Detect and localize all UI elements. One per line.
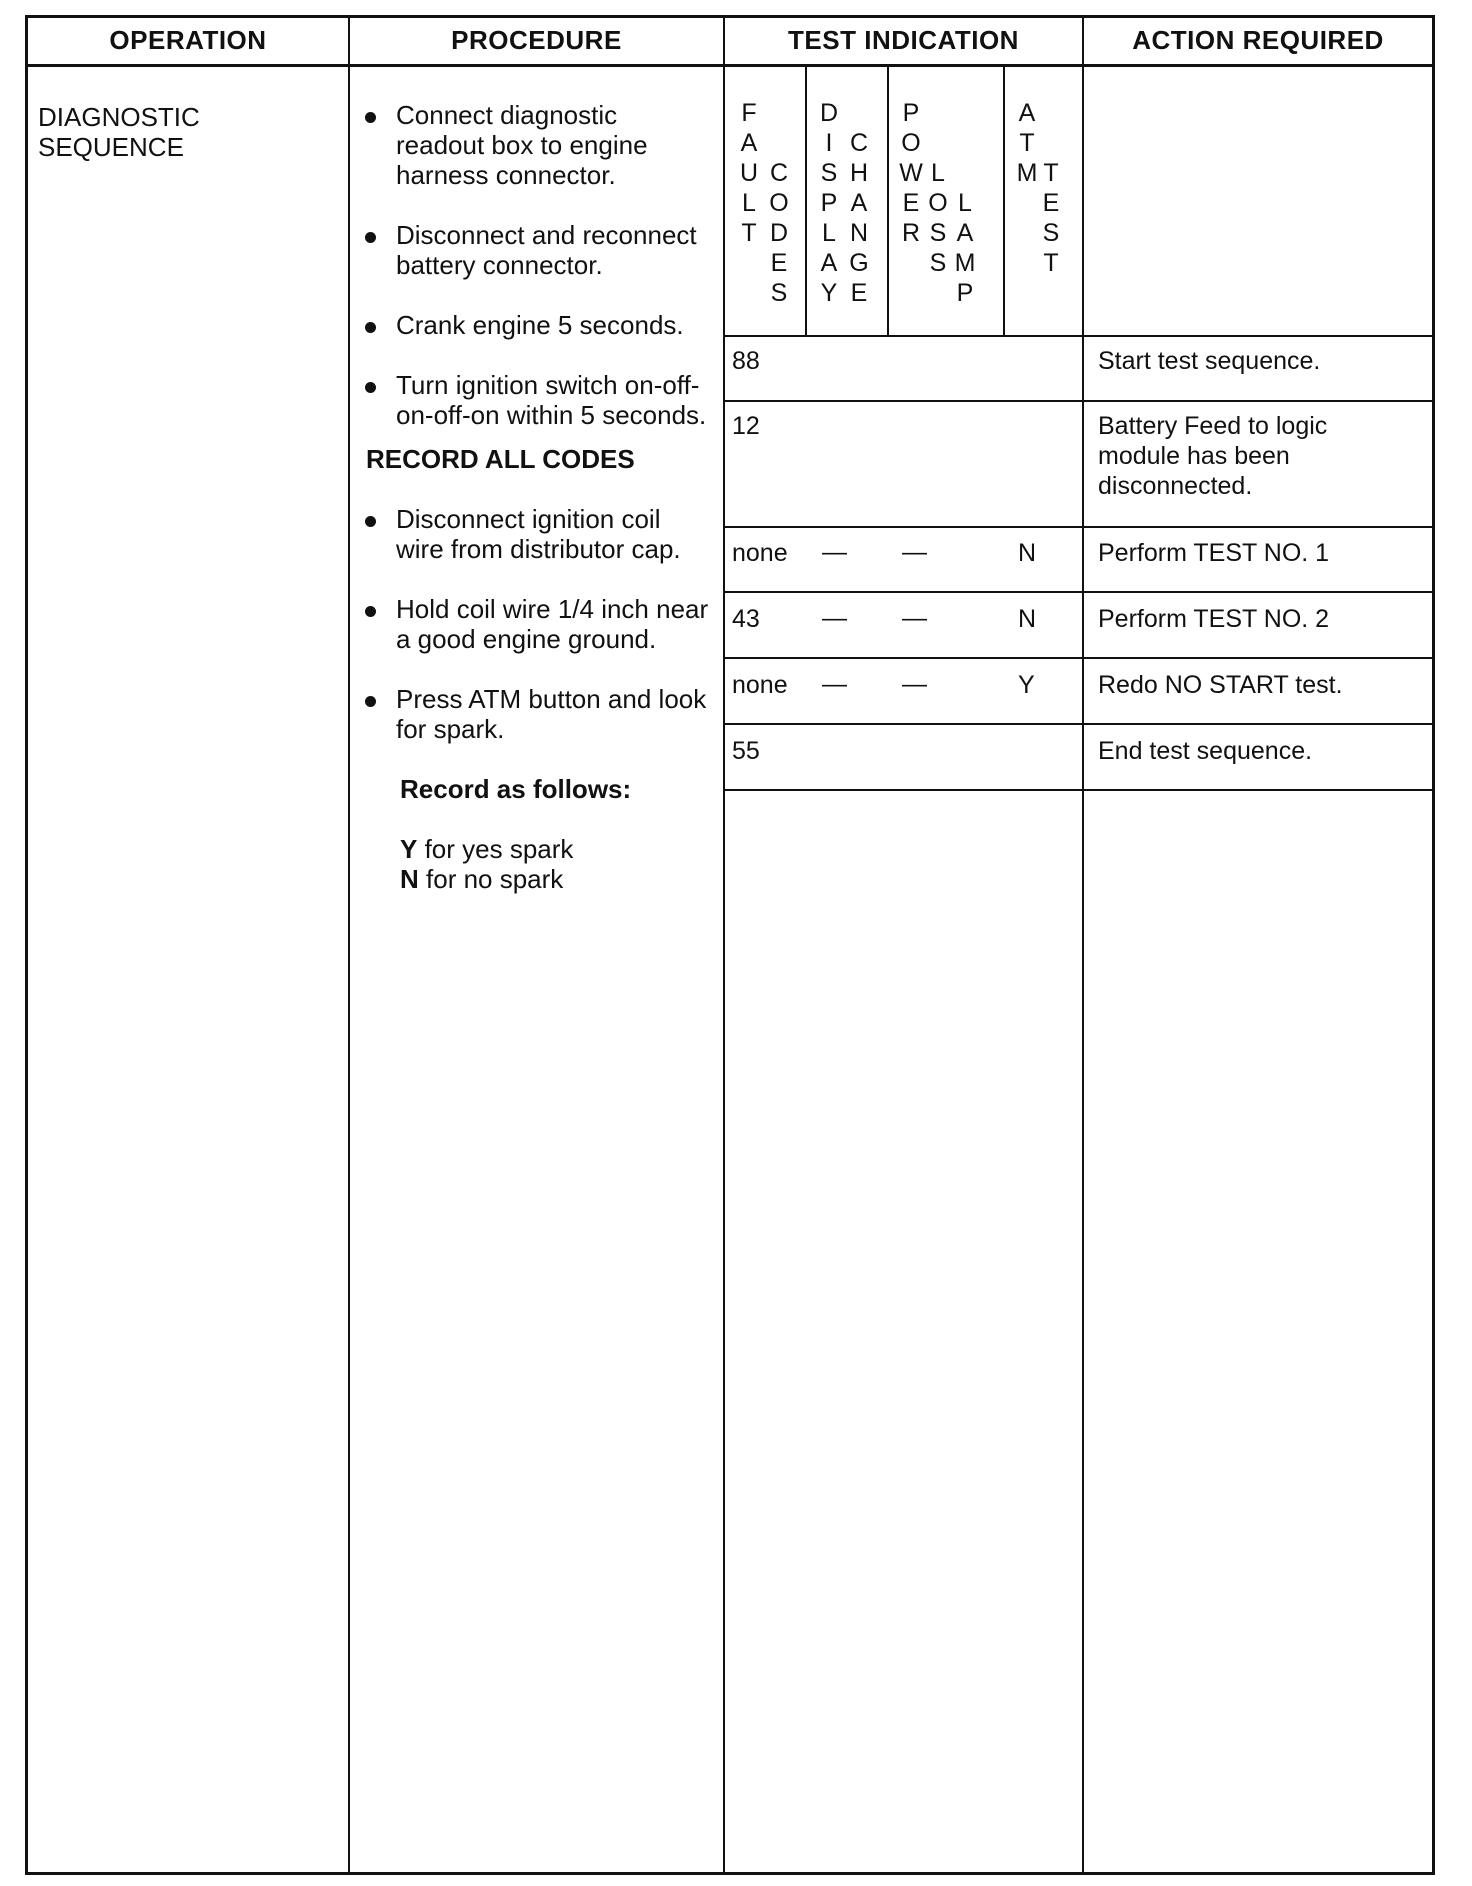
record-as-follows: Record as follows: — [400, 774, 632, 804]
action-text: Perform TEST NO. 2 — [1098, 605, 1330, 633]
row-divider — [725, 657, 1432, 659]
legend-key: Y — [400, 834, 418, 864]
procedure-list — [360, 100, 710, 894]
legend-no — [400, 864, 710, 894]
fault-code: 88 — [732, 347, 760, 375]
operation-header: OPERATION — [109, 24, 267, 55]
column-display-change — [807, 66, 889, 336]
row-divider — [725, 526, 1432, 528]
vertical-label: D I S P L A Y — [819, 99, 839, 307]
display-change: — — [822, 604, 847, 632]
procedure-step: Press ATM button and look for spark. — [360, 684, 710, 744]
power-loss: — — [902, 604, 927, 632]
action-text: Perform TEST NO. 1 — [1098, 539, 1330, 567]
procedure-header: PROCEDURE — [451, 24, 622, 55]
row-divider — [725, 789, 1432, 791]
fault-code: 43 — [732, 605, 760, 633]
fault-code: 55 — [732, 737, 760, 765]
legend-text: for no spark — [426, 864, 564, 894]
power-loss: — — [902, 670, 927, 698]
fault-code: none — [732, 539, 788, 567]
action-text: Battery Feed to logic module has been disconnected. — [1098, 412, 1328, 500]
procedure-step: Disconnect ignition coil wire from distributor cap. — [360, 504, 710, 564]
row-divider — [725, 400, 1432, 402]
legend-key: N — [400, 864, 419, 894]
action-required-header: ACTION REQUIRED — [1132, 24, 1384, 55]
vertical-label: C O D E S — [769, 159, 789, 307]
legend-yes — [400, 834, 710, 864]
column-divider — [1082, 15, 1084, 1875]
atm-test: N — [1018, 539, 1037, 567]
vertical-label: C H A N G E — [849, 129, 869, 307]
procedure-step: Disconnect and reconnect battery connector. — [360, 220, 710, 280]
row-divider — [725, 591, 1432, 593]
column-atm-test — [1005, 66, 1082, 336]
column-divider — [348, 15, 350, 1875]
column-power-loss-lamp — [889, 66, 1005, 336]
vertical-label: T E S T — [1042, 159, 1060, 277]
vertical-label: A T M — [1016, 99, 1038, 187]
procedure-step: Connect diagnostic readout box to engine harness connector. — [360, 100, 710, 190]
fault-code: 12 — [732, 412, 760, 440]
atm-test: Y — [1018, 671, 1035, 699]
test-indication-header: TEST INDICATION — [788, 24, 1019, 55]
action-text: Redo NO START test. — [1098, 671, 1343, 699]
action-text: Start test sequence. — [1098, 347, 1321, 375]
record-heading: RECORD ALL CODES — [366, 444, 635, 474]
operation-name: DIAGNOSTIC SEQUENCE — [38, 102, 200, 162]
display-change: — — [822, 670, 847, 698]
vertical-label: P O W E R — [899, 99, 923, 247]
power-loss: — — [902, 538, 927, 566]
test-indication-subheader — [725, 66, 1082, 336]
vertical-label: F A U L T — [739, 99, 759, 247]
vertical-label: L A M P — [954, 189, 976, 307]
procedure-step: Turn ignition switch on-off-on-off-on within 5 seconds. — [360, 370, 710, 430]
fault-code: none — [732, 671, 788, 699]
row-divider — [725, 723, 1432, 725]
display-change: — — [822, 538, 847, 566]
atm-test: N — [1018, 605, 1037, 633]
row-divider — [725, 335, 1432, 337]
procedure-step: Crank engine 5 seconds. — [360, 310, 710, 340]
legend-text: for yes spark — [424, 834, 574, 864]
vertical-label: L O S S — [928, 159, 948, 277]
column-fault-codes — [725, 66, 807, 336]
action-text: End test sequence. — [1098, 737, 1313, 765]
procedure-step: Hold coil wire 1/4 inch near a good engine ground. — [360, 594, 710, 654]
